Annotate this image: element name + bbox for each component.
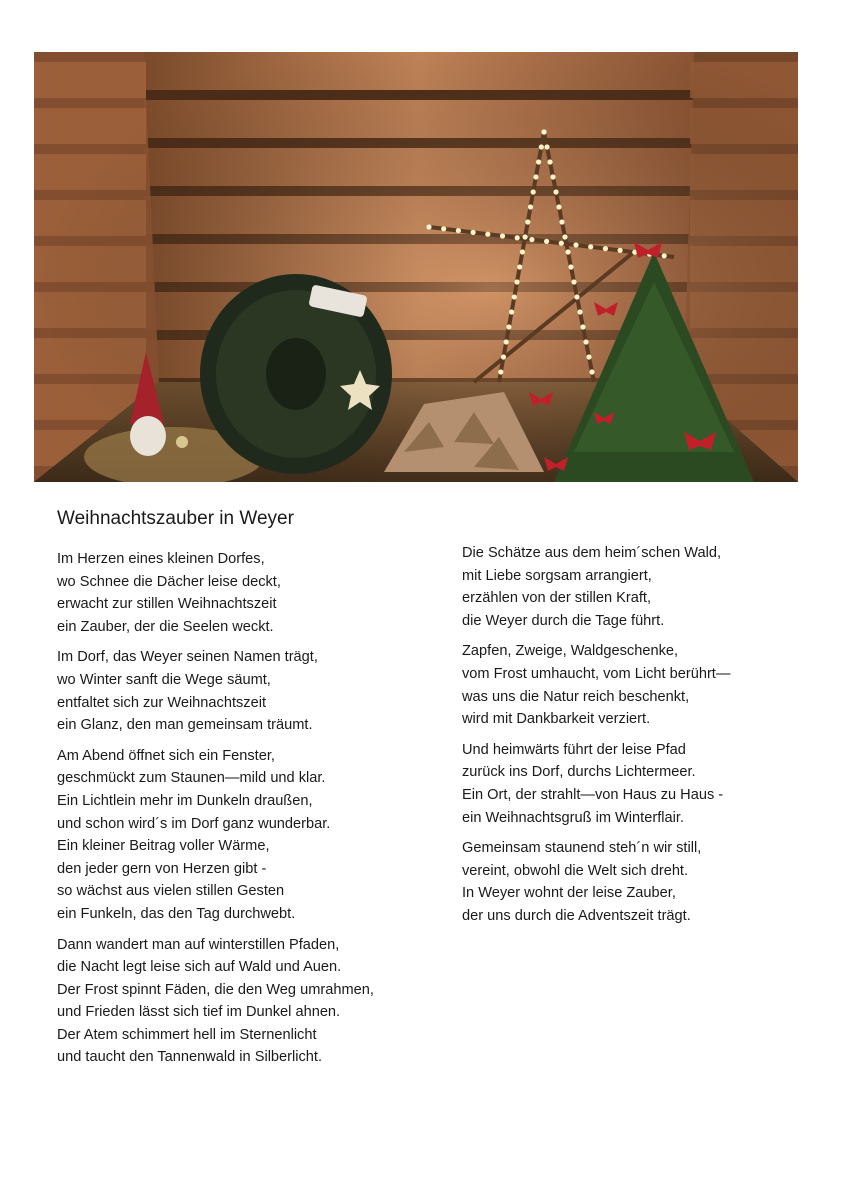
poem-line: vom Frost umhaucht, vom Licht berührt— <box>462 665 731 682</box>
poem-line: In Weyer wohnt der leise Zauber, <box>462 885 676 902</box>
poem-line: ein Weihnachtsgruß im Winterflair. <box>462 809 684 826</box>
stanza <box>57 934 437 1070</box>
poem-line: geschmückt zum Staunen—mild und klar. <box>57 770 326 787</box>
stanza <box>462 837 822 927</box>
poem-line: und Frieden lässt sich tief im Dunkel ahnen. <box>57 1004 341 1021</box>
poem-line: erwacht zur stillen Weihnachtszeit <box>57 596 277 613</box>
stanza <box>462 542 822 632</box>
poem-line: der uns durch die Adventszeit trägt. <box>462 907 691 924</box>
poem-line: Der Atem schimmert hell im Sternenlicht <box>57 1026 317 1043</box>
poem-line: wird mit Dankbarkeit verziert. <box>462 711 651 728</box>
poem-line: wo Winter sanft die Wege säumt, <box>57 671 271 688</box>
poem-line: Im Herzen eines kleinen Dorfes, <box>57 551 265 567</box>
poem-line: Am Abend öffnet sich ein Fenster, <box>57 747 275 764</box>
poem-line: entfaltet sich zur Weihnachtszeit <box>57 694 267 711</box>
poem-line: die Nacht legt leise sich auf Wald und Auen. <box>57 959 342 976</box>
poem-line: so wächst aus vielen stillen Gesten <box>57 883 285 900</box>
poem-line: ein Zauber, der die Seelen weckt. <box>57 618 274 635</box>
poem-right-column <box>462 542 822 936</box>
poem-line: was uns die Natur reich beschenkt, <box>462 688 690 705</box>
poem-left-column <box>57 548 437 1077</box>
poem-line: Gemeinsam staunend steh´n wir still, <box>462 840 702 857</box>
poem-line: Dann wandert man auf winterstillen Pfaden, <box>57 936 340 953</box>
poem-line: Ein Lichtlein mehr im Dunkeln draußen, <box>57 792 313 809</box>
christmas-scene-illustration <box>34 52 798 482</box>
poem-line: erzählen von der stillen Kraft, <box>462 590 652 607</box>
poem-line: Der Frost spinnt Fäden, die den Weg umrahmen, <box>57 981 374 998</box>
poem-line: Im Dorf, das Weyer seinen Namen trägt, <box>57 649 318 666</box>
poem-line: zurück ins Dorf, durchs Lichtermeer. <box>462 764 696 781</box>
poem-line: vereint, obwohl die Welt sich dreht. <box>462 862 689 879</box>
poem-line: Ein Ort, der strahlt—von Haus zu Haus - <box>462 786 724 803</box>
poem-line: ein Funkeln, das den Tag durchwebt. <box>57 905 296 922</box>
poem-line: Und heimwärts führt der leise Pfad <box>462 741 686 758</box>
poem-line: und schon wird´s im Dorf ganz wunderbar. <box>57 815 331 832</box>
stanza <box>462 640 822 730</box>
poem-line: und taucht den Tannenwald in Silberlicht. <box>57 1049 323 1066</box>
poem-line: Die Schätze aus dem heim´schen Wald, <box>462 545 722 561</box>
poem-line: Ein kleiner Beitrag voller Wärme, <box>57 838 270 855</box>
poem-line: wo Schnee die Dächer leise deckt, <box>57 573 281 590</box>
poem-line: den jeder gern von Herzen gibt - <box>57 860 267 877</box>
poem-title: Weihnachtszauber in Weyer <box>57 508 294 529</box>
poem-line: die Weyer durch die Tage führt. <box>462 612 665 629</box>
header-photo <box>34 52 798 482</box>
stanza <box>462 739 822 829</box>
stanza <box>57 745 437 926</box>
poem-line: mit Liebe sorgsam arrangiert, <box>462 567 652 584</box>
poem-line: Zapfen, Zweige, Waldgeschenke, <box>462 643 679 660</box>
stanza <box>57 646 437 736</box>
stanza <box>57 548 437 638</box>
poem-line: ein Glanz, den man gemeinsam träumt. <box>57 717 313 734</box>
